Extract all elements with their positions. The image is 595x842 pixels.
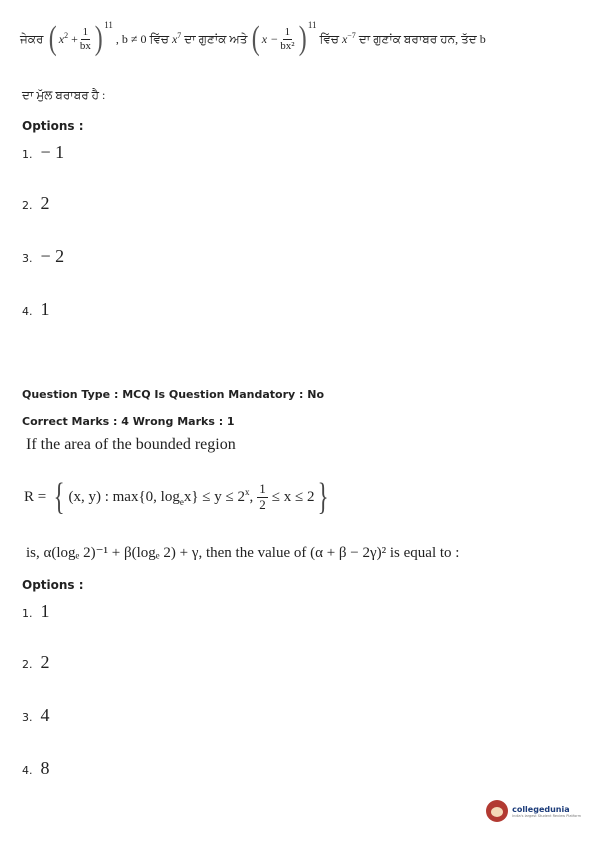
question-type-line: Question Type : MCQ Is Question Mandatory : No: [22, 388, 325, 401]
region-body: (x, y) : max{0, $\log_ex\} \le y \le 2^x$,: [68, 487, 254, 507]
brand-name: collegedunia: [512, 804, 570, 814]
q1-fraction-2: $\frac{1}{\text{bx²}}$: [280, 25, 295, 52]
q1-term-b: x −: [261, 31, 279, 46]
region-end: ≤ x ≤ 2: [271, 488, 315, 505]
q1-end: ਦਾ ਗੁਣਾਂਕ ਬਰਾਬਰ ਹਨ, ਤੱਦ b: [358, 31, 486, 46]
q1-xm7: $x^{-7}$: [341, 30, 356, 46]
open-paren-2: (: [252, 20, 261, 57]
close-paren-2: ): [298, 20, 307, 57]
q1-condition: , b ≠ 0 ਵਿੱਚ: [115, 31, 169, 46]
collegedunia-logo: [486, 800, 581, 822]
q2-options-heading: Options :: [22, 578, 84, 592]
q1-x7: $x^7$: [171, 30, 182, 46]
q1-mid: ਦਾ ਗੁਣਾਂਕ ਅਤੇ: [184, 31, 248, 46]
brand-tagline: India's largest Student Review Platform: [512, 813, 581, 818]
q1-option-3[interactable]: 3. − 2: [22, 246, 65, 266]
q2-option-1[interactable]: 1. 1: [22, 601, 50, 621]
region-definition: [24, 478, 333, 516]
question-2-condition: is, α(logₑ 2)⁻¹ + β(logₑ 2) + γ, then the value of (α + β − 2γ)² is equal to :: [26, 545, 460, 561]
q1-continuation: ਦਾ ਮੁੱਲ ਬਰਾਬਰ ਹੈ :: [22, 88, 106, 102]
q2-option-3[interactable]: 3. 4: [22, 705, 50, 725]
q1-term-a: $x^2$ +: [58, 30, 78, 46]
close-paren: ): [94, 20, 103, 57]
q1-lead: ਜੇਕਰ: [20, 31, 44, 46]
q1-option-4[interactable]: 4. 1: [22, 299, 50, 319]
question-1-statement: [20, 22, 486, 56]
q1-option-1[interactable]: 1. − 1: [22, 142, 65, 162]
marks-line: Correct Marks : 4 Wrong Marks : 1: [22, 415, 235, 428]
q2-option-2[interactable]: 2. 2: [22, 652, 50, 672]
q2-option-4[interactable]: 4. 8: [22, 758, 50, 778]
q1-option-2[interactable]: 2. 2: [22, 193, 50, 213]
close-brace: }: [318, 476, 330, 518]
mascot-icon: [486, 800, 508, 822]
open-paren: (: [49, 20, 58, 57]
half-fraction: $\frac{1}{2}$: [259, 480, 266, 512]
region-prefix: R =: [24, 488, 47, 505]
q1-options-heading: Options :: [22, 119, 84, 133]
q1-tail: ਵਿੱਚ: [319, 31, 339, 46]
q1-fraction: $\frac{1}{bx}$: [79, 25, 91, 52]
open-brace: {: [53, 476, 65, 518]
q1-outer-exponent-2: 11: [307, 20, 317, 30]
question-2-intro: If the area of the bounded region: [26, 436, 236, 453]
q1-outer-exponent: 11: [104, 20, 113, 30]
